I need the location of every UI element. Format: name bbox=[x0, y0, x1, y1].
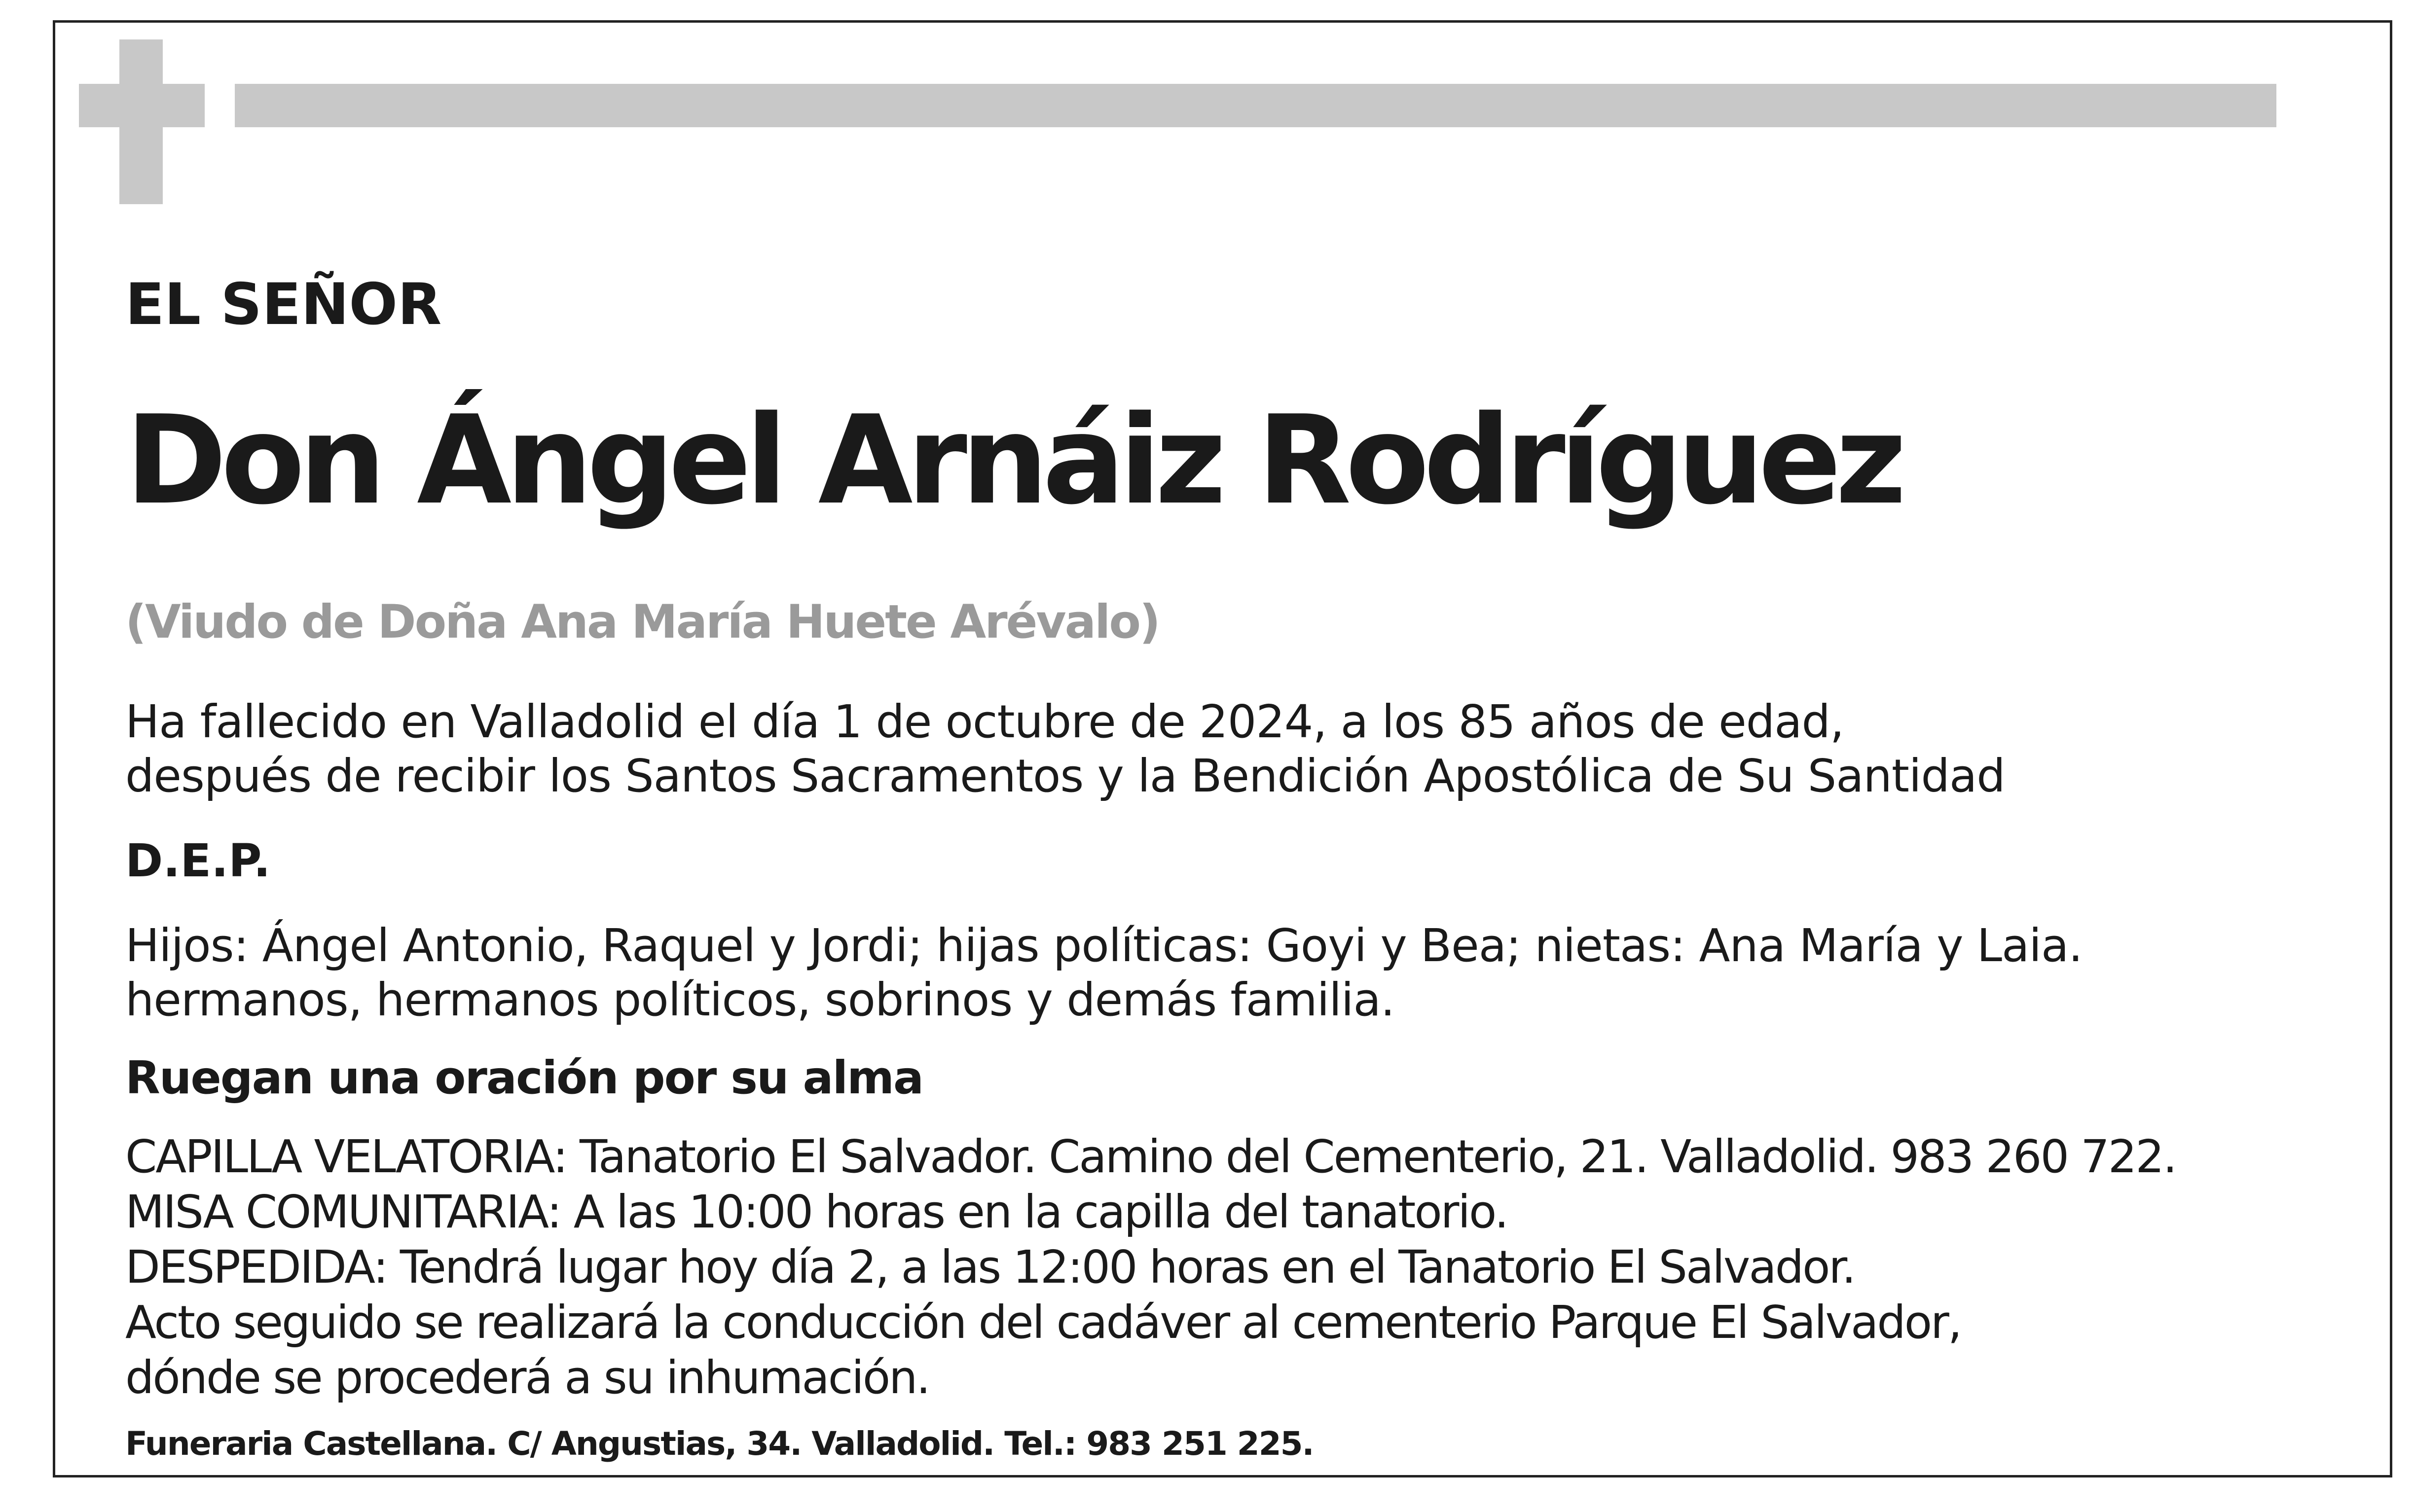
family-line-2: hermanos, hermanos políticos, sobrinos y demás familia. bbox=[125, 973, 1395, 1026]
deceased-name: Don Ángel Arnáiz Rodríguez bbox=[125, 390, 1901, 532]
ceremony-line-chapel: CAPILLA VELATORIA: Tanatorio El Salvador. Camino del Cementerio, 21. Valladolid. 983 260 722. bbox=[125, 1130, 2176, 1183]
death-info-line-2: después de recibir los Santos Sacramentos y la Bendición Apostólica de Su Santidad bbox=[125, 750, 2005, 802]
cross-horizontal-arm bbox=[79, 84, 205, 127]
ceremony-line-mass: MISA COMUNITARIA: A las 10:00 horas en la capilla del tanatorio. bbox=[125, 1186, 1507, 1238]
death-info-line-1: Ha fallecido en Valladolid el día 1 de octubre de 2024, a los 85 años de edad, bbox=[125, 695, 1844, 748]
header-bar bbox=[235, 84, 2276, 127]
honorific-heading: EL SEÑOR bbox=[125, 271, 442, 338]
dep-label: D.E.P. bbox=[125, 834, 271, 887]
ceremony-line-procession: Acto seguido se realizará la conducción del cadáver al cementerio Parque El Salvador, bbox=[125, 1296, 1961, 1349]
ceremony-line-farewell: DESPEDIDA: Tendrá lugar hoy día 2, a las 12:00 horas en el Tanatorio El Salvador. bbox=[125, 1241, 1855, 1294]
funeral-home-contact: Funeraria Castellana. C/ Angustias, 34. Valladolid. Tel.: 983 251 225. bbox=[125, 1425, 1314, 1463]
family-line-1: Hijos: Ángel Antonio, Raquel y Jordi; hijas políticas: Goyi y Bea; nietas: Ana María y Laia. bbox=[125, 919, 2083, 972]
ceremony-line-burial: dónde se procederá a su inhumación. bbox=[125, 1351, 929, 1404]
widow-of-line: (Viudo de Doña Ana María Huete Arévalo) bbox=[125, 595, 1159, 649]
prayer-request: Ruegan una oración por su alma bbox=[125, 1051, 923, 1104]
